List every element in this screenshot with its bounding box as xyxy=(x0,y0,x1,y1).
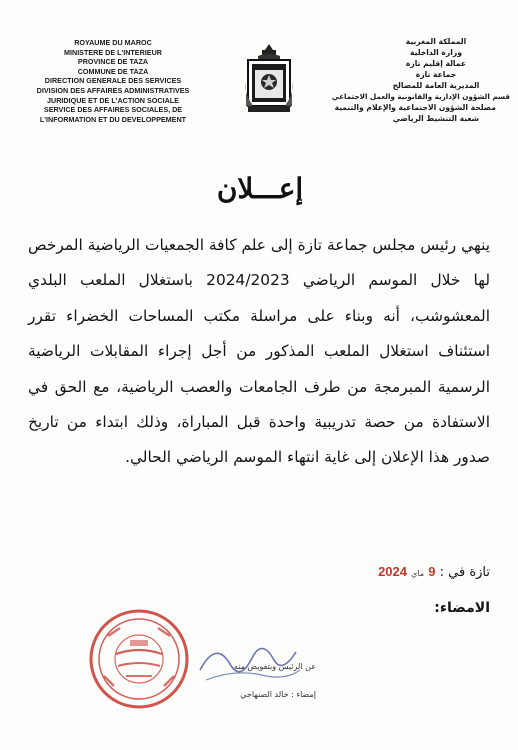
header-ar-line: المملكة المغربية xyxy=(405,37,467,46)
header-fr-line: SERVICE DES AFFAIRES SOCIALES, DE xyxy=(43,105,183,115)
header-fr-line: L'INFORMATION ET DU DEVELOPPEMENT xyxy=(39,114,187,124)
header-ar-line: المديرية العامة للمصالح xyxy=(392,81,480,90)
date-line xyxy=(378,564,490,580)
stamp-caption-delegation: عن الرئيس وبتفويض منه xyxy=(233,662,316,671)
header-ar-line: جماعة تازة xyxy=(415,70,457,79)
header-ar-line: قسم الشؤون الإدارية والقانونية والعمل الاجتماعي xyxy=(331,92,510,101)
header-fr-line: PROVINCE DE TAZA xyxy=(77,57,149,67)
header-fr-line: DIVISION DES AFFAIRES ADMINISTRATIVES xyxy=(36,85,190,95)
header-french xyxy=(22,38,204,124)
date-day: 9 xyxy=(428,564,436,579)
announcement-paragraph: ينهي رئيس مجلس جماعة تازة إلى علم كافة الجمعيات الرياضية المرخص لها خلال الموسم الرياضي 2024/2023 باستغلال الملعب البلدي المعشوشب، أنه وبناء على مراسلة مكتب المساحات الخضراء تقرر استئناف استغلال الملعب المذكور من أجل إجراء المقابلات الرياضية الرسمية المبرمجة من طرف الجامعات والعصب الرياضية، مع الحق في الاستفادة من حصة تدريبية واحدة قبل المباراة، وذلك ابتداء من تاريخ صدور هذا الإعلان إلى غاية انتهاء الموسم الرياضي الحالي. xyxy=(28,236,491,467)
header-arabic xyxy=(276,36,510,124)
announcement-title: إعـــلان xyxy=(216,172,304,205)
header-fr-line: DIRECTION GENERALE DES SERVICES xyxy=(44,76,182,86)
header-fr-line: MINISTERE DE L'INTERIEUR xyxy=(64,47,162,57)
header-ar-line: عمالة إقليم تازة xyxy=(405,59,467,68)
date-month: ماي xyxy=(411,569,425,578)
header-fr-line: JURIDIQUE ET DE L'ACTION SOCIALE xyxy=(47,95,179,105)
announcement-body xyxy=(28,228,490,476)
header-fr-line: ROYAUME DU MAROC xyxy=(74,38,152,47)
header-ar-line: شعبة التنشيط الرياضي xyxy=(392,114,480,123)
header-ar-line: وزارة الداخلية xyxy=(410,48,462,57)
header-ar-line: مصلحة الشؤون الاجتماعية والإعلام والتنمية xyxy=(334,103,496,112)
date-prefix: تازة في : xyxy=(439,565,490,580)
signature-label: الامضاء: xyxy=(434,600,490,616)
date-year: 2024 xyxy=(378,564,407,579)
header-fr-line: COMMUNE DE TAZA xyxy=(77,66,149,76)
official-stamp xyxy=(86,606,192,712)
stamp-caption-signatory: إمضاء : خالد الصنهاجي xyxy=(240,690,316,699)
